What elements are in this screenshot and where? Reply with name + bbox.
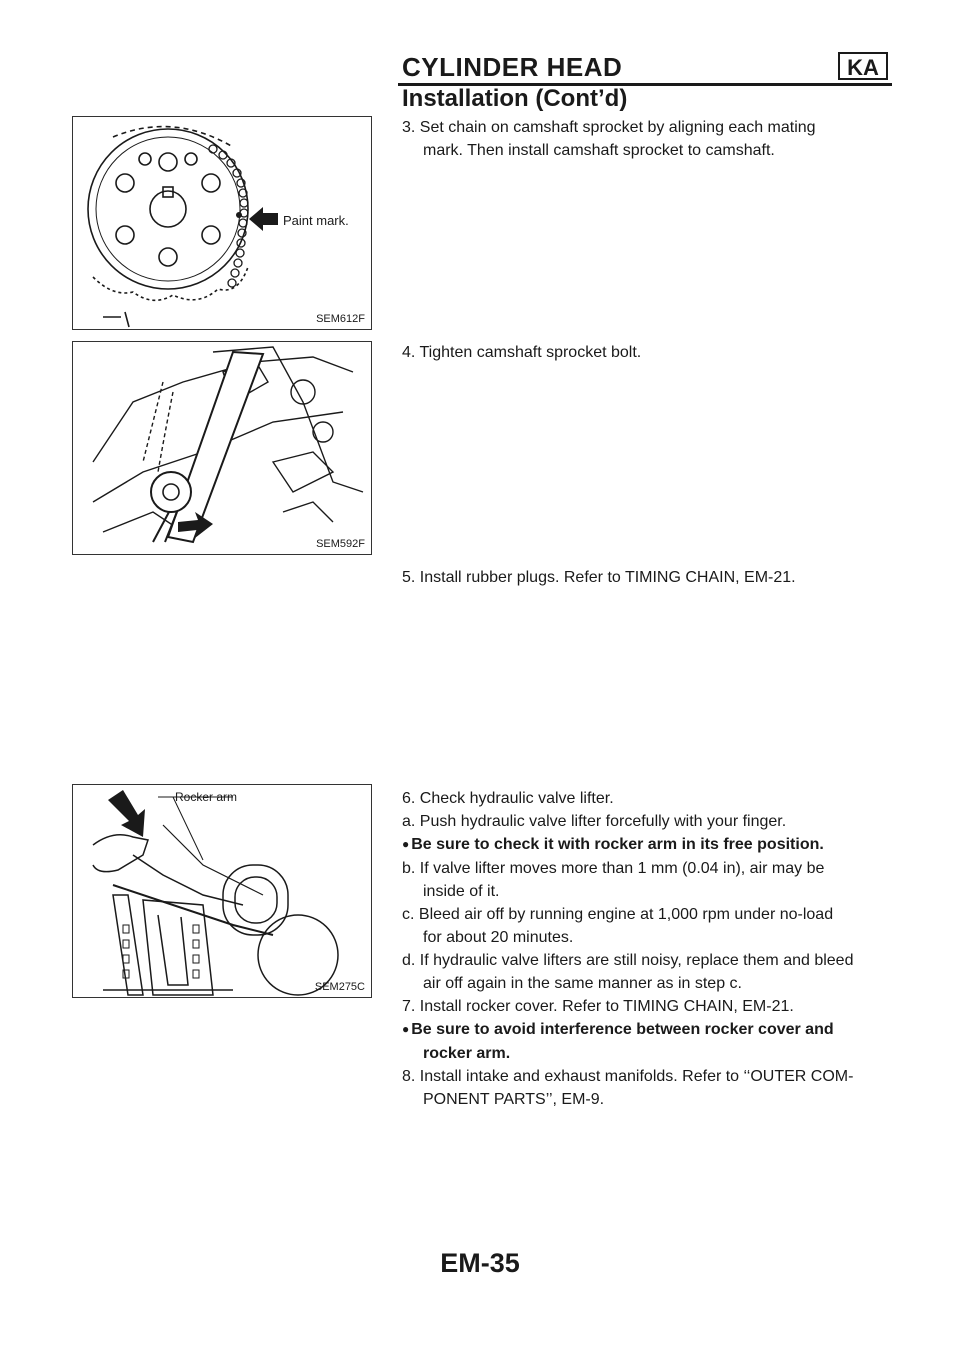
step-7-caution: ● Be sure to avoid interference between rocker cover and <box>402 1018 892 1042</box>
step-3 <box>402 116 892 162</box>
rocker-arm-callout: Rocker arm <box>175 790 238 804</box>
step-5-text: 5. Install rubber plugs. Refer to TIMING CHAIN, EM-21. <box>402 569 796 586</box>
section-subtitle: Installation (Cont’d) <box>402 85 628 112</box>
step-3-text-cont: mark. Then install camshaft sprocket to camshaft. <box>423 142 775 159</box>
steps-6-to-8 <box>402 787 892 1111</box>
section-title: CYLINDER HEAD <box>402 52 623 82</box>
valve-lifter-illustration <box>73 785 371 997</box>
step-6b-text-cont: inside of it. <box>423 883 500 900</box>
figure-sprocket-chain <box>72 116 372 330</box>
step-6-caution: ● Be sure to check it with rocker arm in its free position. <box>402 833 892 857</box>
step-6c-text-cont: for about 20 minutes. <box>423 929 574 946</box>
step-8-text-cont: PONENT PARTS’’, EM-9. <box>423 1091 605 1108</box>
figure-tighten-bolt <box>72 341 372 555</box>
bolt-tightening-illustration <box>73 342 371 554</box>
paint-mark-callout: Paint mark. <box>283 213 349 228</box>
step-7-text: 7. Install rocker cover. Refer to TIMING CHAIN, EM-21. <box>402 998 794 1015</box>
step-4-text: 4. Tighten camshaft sprocket bolt. <box>402 344 642 361</box>
figure-code: SEM275C <box>314 981 365 993</box>
step-6a-text: a. Push hydraulic valve lifter forcefully with your finger. <box>402 813 787 830</box>
engine-badge: KA <box>838 52 888 80</box>
step-8-text: 8. Install intake and exhaust manifolds. Refer to ‘‘OUTER COM- <box>402 1068 854 1085</box>
figure-valve-lifter <box>72 784 372 998</box>
step-6-text: 6. Check hydraulic valve lifter. <box>402 790 614 807</box>
page-number: EM-35 <box>440 1248 520 1278</box>
figure-code: SEM592F <box>316 538 365 550</box>
step-3-text: 3. Set chain on camshaft sprocket by aligning each mating <box>402 119 816 136</box>
step-4 <box>402 341 892 364</box>
figure-code: SEM612F <box>316 313 365 325</box>
step-6d-text-cont: air off again in the same manner as in step c. <box>423 975 742 992</box>
step-6b-text: b. If valve lifter moves more than 1 mm (0.04 in), air may be <box>402 860 825 877</box>
step-6d-text: d. If hydraulic valve lifters are still noisy, replace them and bleed <box>402 952 854 969</box>
step-7-caution-cont: rocker arm. <box>423 1045 511 1062</box>
sprocket-chain-illustration <box>73 117 371 329</box>
step-5 <box>402 566 892 589</box>
step-6c-text: c. Bleed air off by running engine at 1,000 rpm under no-load <box>402 906 834 923</box>
